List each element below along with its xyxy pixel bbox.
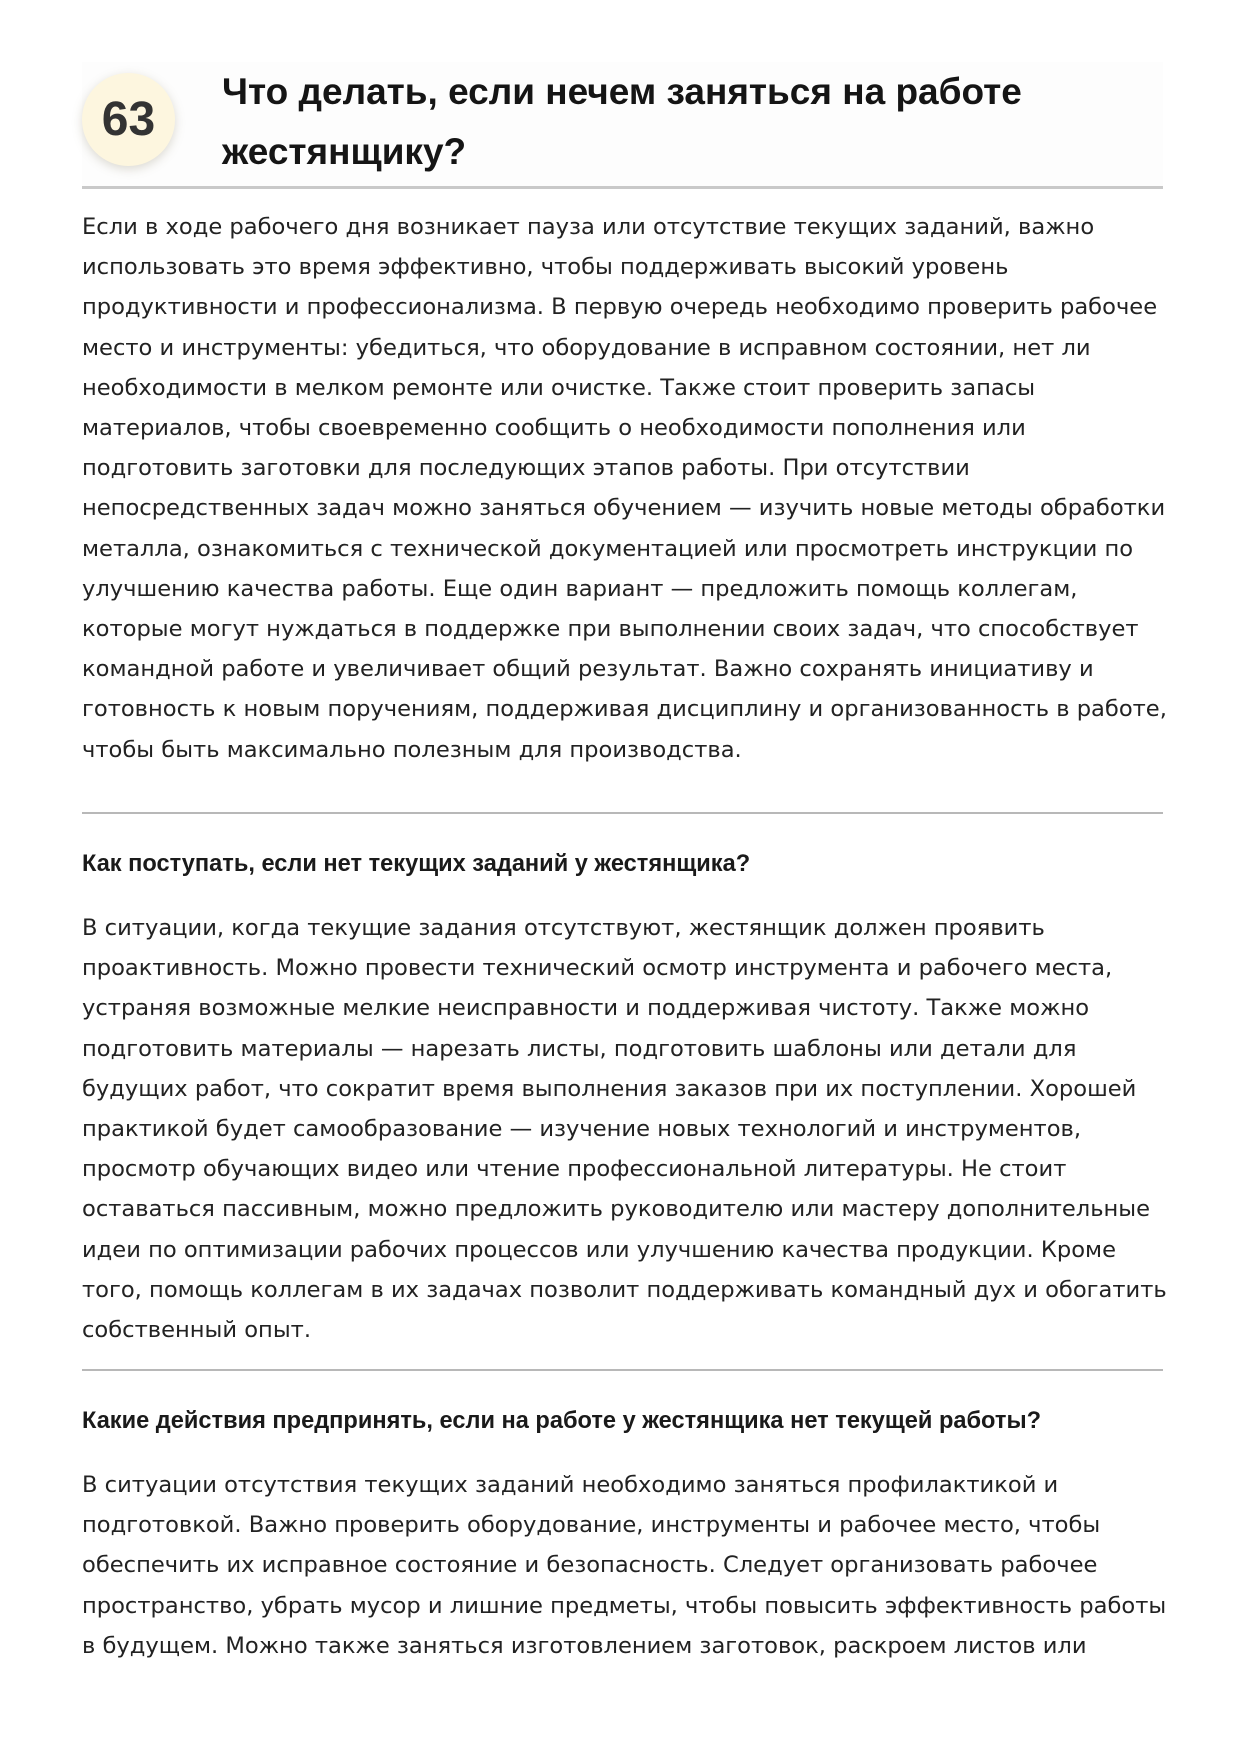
section-heading: Как поступать, если нет текущих заданий у жестянщика? <box>82 851 751 877</box>
chapter-header <box>82 62 1163 189</box>
intro-paragraph: Если в ходе рабочего дня возникает пауза или отсутствие текущих заданий, важно использовать это время эффективно, чтобы поддерживать высокий уровень продуктивности и профессионализма. В первую очередь необходимо проверить рабочее место и инструменты: убедиться, что оборудование в исправном состоянии, нет ли необходимости в мелком ремонте или очистке. Также стоит проверить запасы материалов, чтобы своевременно сообщить о необходимости пополнения или подготовить заготовки для последующих этапов работы. При отсутствии непосредственных задач можно заняться обучением — изучить новые методы обработки металла, ознакомиться с технической документацией или просмотреть инструкции по улучшению качества работы. Еще один вариант — предложить помощь коллегам, которые могут нуждаться в поддержке при выполнении своих задач, что способствует командной работе и увеличивает общий результат. Важно сохранять инициативу и готовность к новым поручениям, поддерживая дисциплину и организованность в работе, чтобы быть максимально полезным для производства. <box>82 214 1167 763</box>
section-divider <box>82 812 1163 814</box>
section-heading: Какие действия предпринять, если на работе у жестянщика нет текущей работы? <box>82 1408 1042 1434</box>
section-paragraph: В ситуации, когда текущие задания отсутствуют, жестянщик должен проявить проактивность. Можно провести технический осмотр инструмента и рабочего места, устраняя возможные мелкие неисправности и поддерживая чистоту. Также можно подготовить материалы — нарезать листы, подготовить шаблоны или детали для будущих работ, что сократит время выполнения заказов при их поступлении. Хорошей практикой будет самообразование — изучение новых технологий и инструментов, просмотр обучающих видео или чтение профессиональной литературы. Не стоит оставаться пассивным, можно предложить руководителю или мастеру дополнительные идеи по оптимизации рабочих процессов или улучшению качества продукции. Кроме того, помощь коллегам в их задачах позволит поддерживать командный дух и обогатить собственный опыт. <box>82 915 1167 1344</box>
section-divider <box>82 1369 1163 1371</box>
page-title: Что делать, если нечем заняться на работе жестянщику? <box>222 71 1022 172</box>
section-paragraph: В ситуации отсутствия текущих заданий необходимо заняться профилактикой и подготовкой. Важно проверить оборудование, инструменты и рабочее место, чтобы обеспечить их исправное состояние и безопасность. Следует организовать рабочее пространство, убрать мусор и лишние предметы, чтобы повысить эффективность работы в будущем. Можно также заняться изготовлением заготовок, раскроем листов или <box>82 1472 1167 1659</box>
chapter-number-badge: 63 <box>82 73 175 166</box>
